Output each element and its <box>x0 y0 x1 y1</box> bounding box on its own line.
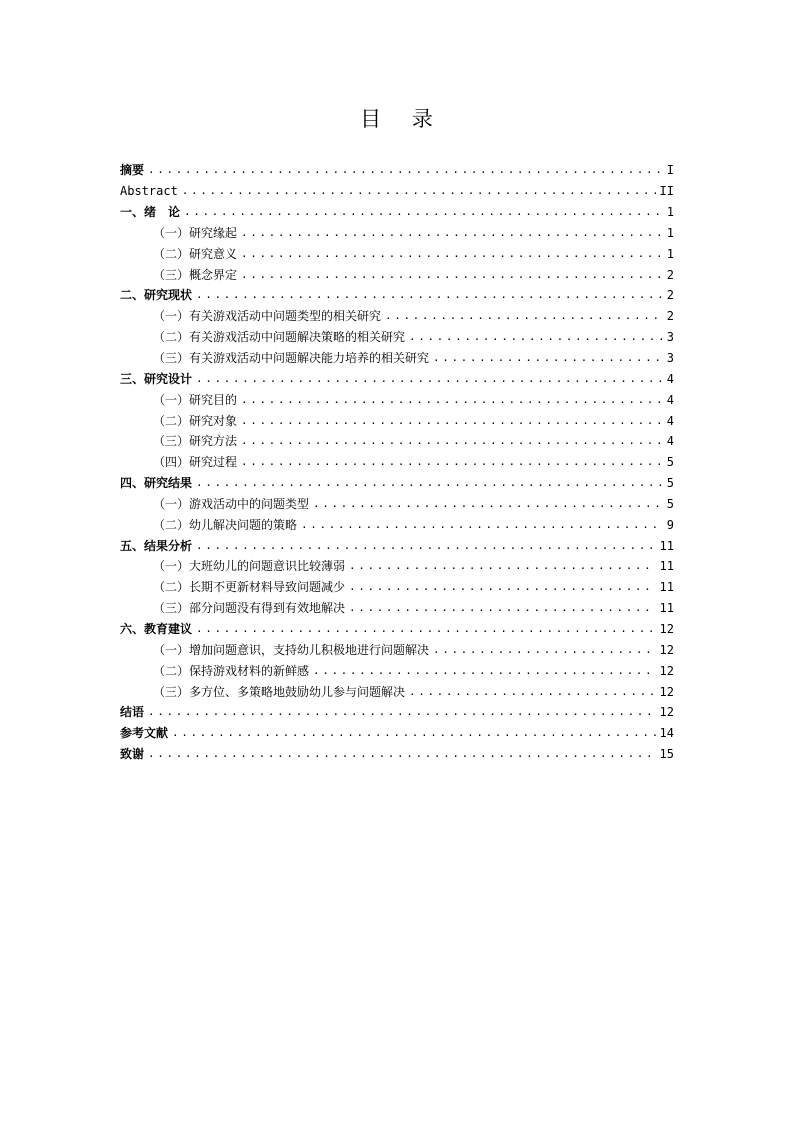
toc-dot-leader <box>409 682 656 702</box>
toc-page-number: 11 <box>659 580 674 595</box>
toc-page-number: 4 <box>666 434 674 449</box>
toc-entry[interactable] <box>120 494 674 515</box>
toc-entry-title: （一）研究目的 <box>153 392 238 407</box>
toc-entry-title: （二）有关游戏活动中问题解决策略的相关研究 <box>153 330 406 345</box>
toc-dot-leader <box>313 494 663 514</box>
toc-page-number: 3 <box>666 330 674 345</box>
toc-entry-title: （二）研究意义 <box>153 246 238 261</box>
toc-page-number: 11 <box>659 538 674 553</box>
toc-dot-leader <box>148 702 656 722</box>
toc-page-number: 12 <box>659 705 674 720</box>
toc-entry[interactable] <box>120 389 674 410</box>
toc-entry[interactable] <box>120 264 674 285</box>
toc-page-number: 12 <box>659 642 674 657</box>
toc-page-number: 15 <box>659 747 674 762</box>
toc-entry-title: （三）部分问题没有得到有效地解决 <box>153 601 346 616</box>
toc-page-number: 5 <box>666 496 674 511</box>
toc-entry[interactable] <box>120 660 674 681</box>
toc-entry[interactable] <box>120 410 674 431</box>
toc-entry-title: 致谢 <box>120 747 145 762</box>
toc-entry-title: （一）有关游戏活动中问题类型的相关研究 <box>153 309 382 324</box>
toc-dot-leader <box>433 640 656 660</box>
toc-dot-leader <box>349 577 656 597</box>
toc-entry[interactable] <box>120 160 674 181</box>
toc-page-number: 11 <box>659 601 674 616</box>
toc-entry[interactable] <box>120 723 674 744</box>
toc-entry-title: （四）研究过程 <box>153 455 238 470</box>
toc-dot-leader <box>172 723 656 743</box>
toc-entry[interactable] <box>120 431 674 452</box>
toc-entry[interactable] <box>120 473 674 494</box>
page-title: 目 录 <box>360 107 445 131</box>
table-of-contents <box>120 160 674 764</box>
toc-entry[interactable] <box>120 243 674 264</box>
toc-page-number: 9 <box>666 517 674 532</box>
toc-entry[interactable] <box>120 598 674 619</box>
toc-entry-title: （二）长期不更新材料导致问题减少 <box>153 580 346 595</box>
toc-entry[interactable] <box>120 306 674 327</box>
toc-dot-leader <box>349 556 656 576</box>
toc-dot-leader <box>409 327 663 347</box>
toc-entry[interactable] <box>120 639 674 660</box>
toc-dot-leader <box>241 265 663 285</box>
toc-dot-leader <box>241 431 663 451</box>
toc-entry-title: （三）概念界定 <box>153 267 238 282</box>
toc-entry-title: 参考文献 <box>120 726 169 741</box>
toc-entry-title: （一）研究缘起 <box>153 225 238 240</box>
toc-dot-leader <box>196 536 656 556</box>
toc-entry[interactable] <box>120 556 674 577</box>
toc-entry[interactable] <box>120 535 674 556</box>
toc-entry-title: （二）研究对象 <box>153 413 238 428</box>
toc-dot-leader <box>182 181 656 201</box>
toc-entry-title: （一）大班幼儿的问题意识比较薄弱 <box>153 559 346 574</box>
toc-entry[interactable] <box>120 285 674 306</box>
toc-entry[interactable] <box>120 452 674 473</box>
toc-page-number: 14 <box>659 726 674 741</box>
toc-entry[interactable] <box>120 202 674 223</box>
toc-entry-title: 四、研究结果 <box>120 476 193 491</box>
toc-entry[interactable] <box>120 702 674 723</box>
toc-entry-title: 二、研究现状 <box>120 288 193 303</box>
toc-page-number: 5 <box>666 455 674 470</box>
toc-entry-title: （一）增加问题意识，支持幼儿积极地进行问题解决 <box>153 642 430 657</box>
toc-entry-title: （二）幼儿解决问题的策略 <box>153 517 298 532</box>
toc-entry-title: 五、结果分析 <box>120 538 193 553</box>
toc-entry-title: （三）多方位、多策略地鼓励幼儿参与问题解决 <box>153 684 406 699</box>
toc-dot-leader <box>241 411 663 431</box>
toc-dot-leader <box>385 306 663 326</box>
toc-entry-title: 三、研究设计 <box>120 371 193 386</box>
toc-dot-leader <box>184 202 663 222</box>
toc-entry[interactable] <box>120 619 674 640</box>
toc-dot-leader <box>196 473 663 493</box>
toc-entry-title: （三）研究方法 <box>153 434 238 449</box>
toc-entry[interactable] <box>120 223 674 244</box>
toc-entry[interactable] <box>120 181 674 202</box>
toc-dot-leader <box>148 160 663 180</box>
toc-page-number: 1 <box>666 246 674 261</box>
toc-entry-title: Abstract <box>120 184 178 199</box>
toc-page-number: 5 <box>666 476 674 491</box>
toc-page-number: 4 <box>666 371 674 386</box>
toc-page-number: 2 <box>666 309 674 324</box>
toc-page-number: 12 <box>659 621 674 636</box>
toc-dot-leader <box>241 452 663 472</box>
toc-dot-leader <box>196 285 663 305</box>
toc-entry[interactable] <box>120 348 674 369</box>
toc-entry[interactable] <box>120 368 674 389</box>
toc-page-number: 2 <box>666 288 674 303</box>
toc-page-number: 1 <box>666 225 674 240</box>
toc-page-number: 2 <box>666 267 674 282</box>
toc-page-number: 11 <box>659 559 674 574</box>
toc-page-number: 3 <box>666 351 674 366</box>
toc-entry[interactable] <box>120 327 674 348</box>
toc-page-number: I <box>666 163 674 178</box>
toc-entry-title: （一）游戏活动中的问题类型 <box>153 496 310 511</box>
toc-dot-leader <box>196 369 663 389</box>
toc-dot-leader <box>241 244 663 264</box>
toc-entry-title: （二）保持游戏材料的新鲜感 <box>153 663 310 678</box>
toc-dot-leader <box>313 661 656 681</box>
toc-page-number: II <box>659 184 674 199</box>
toc-dot-leader <box>241 390 663 410</box>
toc-page-number: 4 <box>666 413 674 428</box>
toc-page-number: 12 <box>659 663 674 678</box>
toc-entry-title: （三）有关游戏活动中问题解决能力培养的相关研究 <box>153 351 430 366</box>
toc-dot-leader <box>241 223 663 243</box>
toc-entry-title: 结语 <box>120 705 145 720</box>
toc-entry-title: 六、教育建议 <box>120 621 193 636</box>
toc-page-number: 1 <box>666 205 674 220</box>
toc-entry[interactable] <box>120 514 674 535</box>
toc-entry-title: 一、绪 论 <box>120 205 181 220</box>
toc-entry[interactable] <box>120 681 674 702</box>
toc-dot-leader <box>433 348 663 368</box>
toc-entry[interactable] <box>120 744 674 765</box>
toc-page-number: 4 <box>666 392 674 407</box>
toc-dot-leader <box>349 598 656 618</box>
toc-entry-title: 摘要 <box>120 163 145 178</box>
toc-dot-leader <box>301 515 663 535</box>
toc-page-number: 12 <box>659 684 674 699</box>
toc-entry[interactable] <box>120 577 674 598</box>
toc-dot-leader <box>148 744 656 764</box>
toc-dot-leader <box>196 619 656 639</box>
